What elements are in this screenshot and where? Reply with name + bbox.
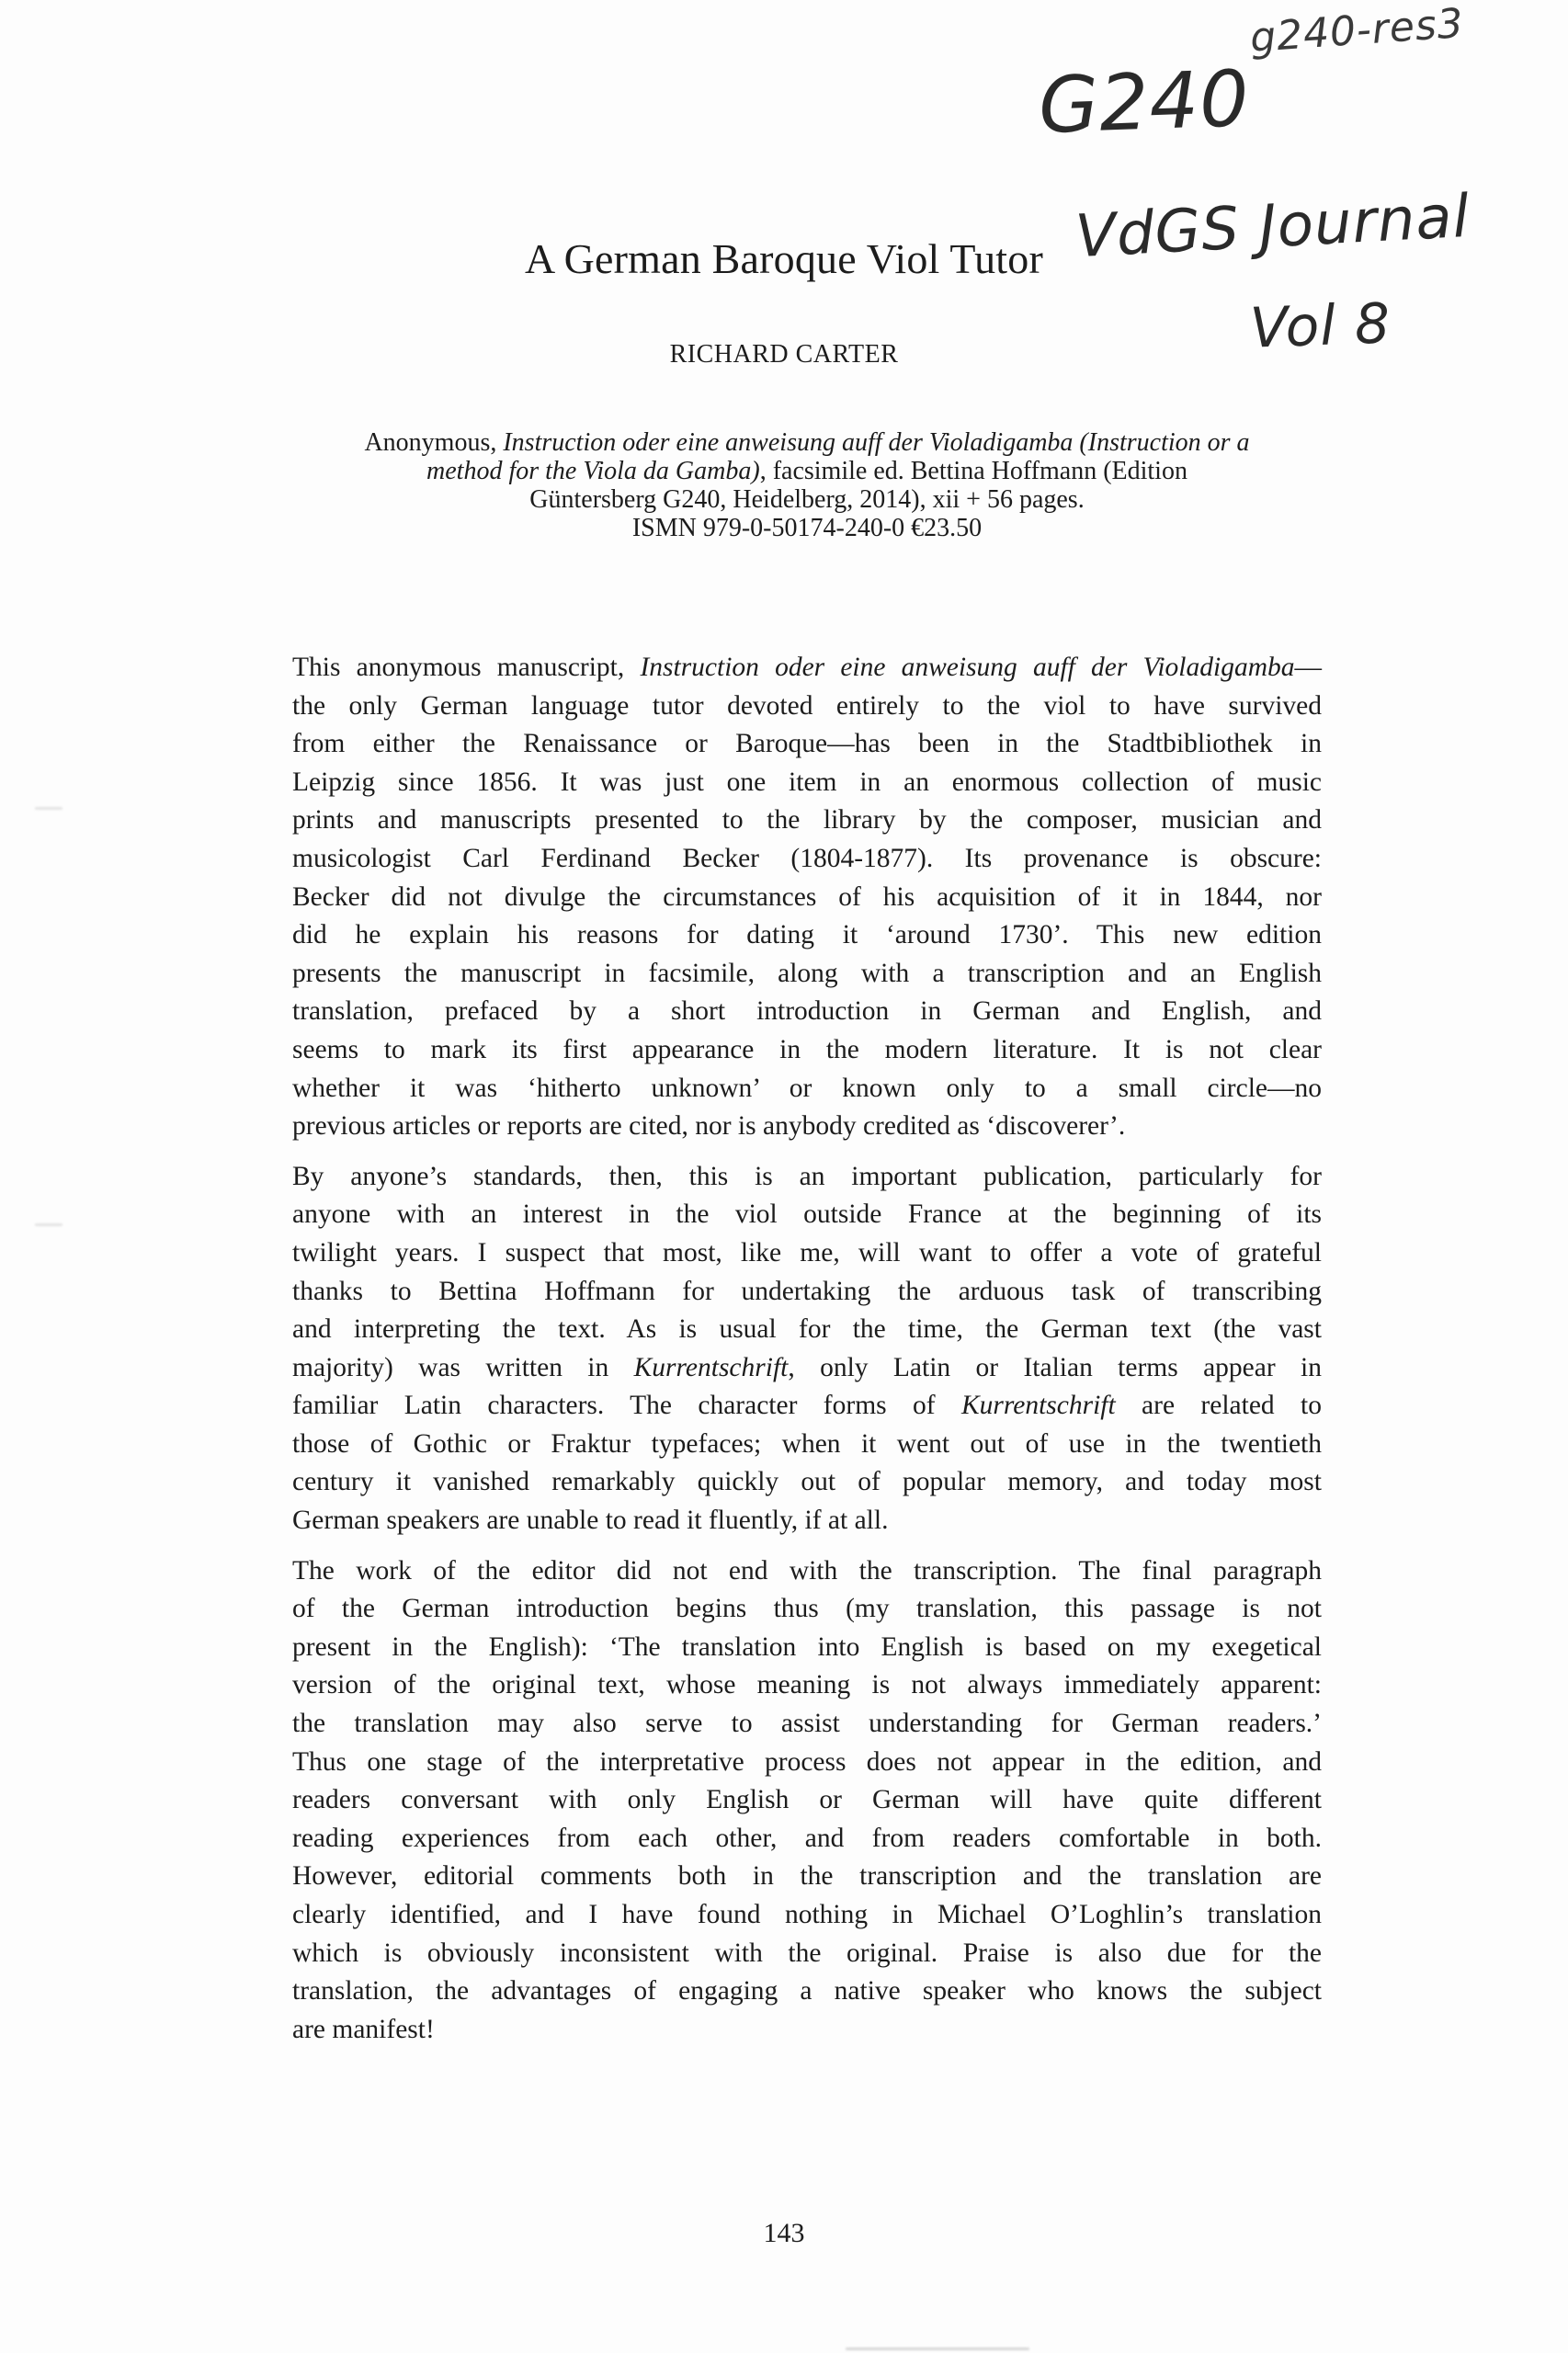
text-line: anyone with an interest in the viol outside France at the beginning of its — [292, 1199, 1322, 1230]
text-line: those of Gothic or Fraktur typefaces; when it went out of use in the twentieth — [292, 1428, 1322, 1459]
text-line: Leipzig since 1856. It was just one item in an enormous collection of music — [292, 767, 1322, 797]
text-line: readers conversant with only English or German will have quite different — [292, 1785, 1322, 1815]
text-line: twilight years. I suspect that most, like me, will want to offer a vote of grateful — [292, 1237, 1322, 1267]
text-line: translation, prefaced by a short introduction in German and English, and — [292, 996, 1322, 1027]
text-line: Becker did not divulge the circumstances of his acquisition of it in 1844, nor — [292, 881, 1322, 912]
italic-title: Instruction oder eine anweisung auff der Violadigamba — [640, 653, 1295, 682]
page-number: 143 — [763, 2218, 805, 2248]
text-line: However, editorial comments both in the transcription and the translation are — [292, 1861, 1322, 1892]
text-line: thanks to Bettina Hoffmann for undertaking the arduous task of transcribing — [292, 1276, 1322, 1306]
text-line: German speakers are unable to read it fluently, if at all. — [292, 1506, 889, 1536]
citation-work-title: Instruction oder eine anweisung auff der Violadigamba (Instruction or a — [503, 428, 1250, 457]
article-body — [292, 649, 1322, 2061]
text-line: version of the original text, whose meaning is not always immediately apparent: — [292, 1670, 1322, 1700]
text-line: which is obviously inconsistent with the original. Praise is also due for the — [292, 1938, 1322, 1968]
text-line: The work of the editor did not end with the transcription. The final paragraph — [292, 1555, 1322, 1586]
handwritten-journal-note: VdGS Journal — [1074, 182, 1472, 272]
text-line: the translation may also serve to assist understanding for German readers.’ — [292, 1709, 1322, 1739]
body-paragraph — [292, 1158, 1322, 1540]
handwritten-volume-note: Vol 8 — [1248, 291, 1392, 361]
citation-ismn-price: ISMN 979-0-50174-240-0 €23.50 — [631, 514, 983, 542]
article-author: RICHARD CARTER — [669, 340, 899, 369]
article-title: A German Baroque Viol Tutor — [524, 235, 1043, 282]
text-line: the only German language tutor devoted entirely to the viol to have survived — [292, 690, 1322, 721]
text-line: and interpreting the text. As is usual for the time, the German text (the vast — [292, 1314, 1322, 1345]
text-line: seems to mark its first appearance in the modern literature. It is not clear — [292, 1034, 1322, 1064]
text-line: century it vanished remarkably quickly out of popular memory, and today most — [292, 1467, 1322, 1497]
binding-mark — [35, 807, 62, 810]
text-line: presents the manuscript in facsimile, along with a transcription and an English — [292, 958, 1322, 988]
text-run: are related to — [1115, 1391, 1322, 1421]
text-line: previous articles or reports are cited, nor is anybody credited as ‘discoverer’. — [292, 1111, 1126, 1142]
italic-title: Kurrentschrift — [633, 1352, 789, 1382]
italic-title: Kurrentschrift — [960, 1391, 1116, 1421]
text-line: present in the English): ‘The translation into English is based on my exegetical — [292, 1631, 1322, 1662]
citation-line-1 — [292, 428, 1322, 457]
handwritten-reference-code: g240-res3 — [1248, 0, 1466, 63]
text-line: reading experiences from each other, and from readers comfortable in both. — [292, 1823, 1322, 1853]
text-line: musicologist Carl Ferdinand Becker (1804-1877). Its provenance is obscure: — [292, 843, 1322, 873]
scan-edge-mark — [846, 2347, 1029, 2350]
text-line: clearly identified, and I have found nothing in Michael O’Loghlin’s translation — [292, 1900, 1322, 1929]
review-citation — [292, 428, 1322, 542]
text-line: from either the Renaissance or Baroque—has been in the Stadtbibliothek in — [292, 729, 1322, 759]
text-line: whether it was ‘hitherto unknown’ or known only to a small circle—no — [292, 1073, 1322, 1103]
citation-author: Anonymous, — [364, 428, 504, 457]
body-paragraph — [292, 649, 1322, 1146]
text-line: Thus one stage of the interpretative process does not appear in the edition, and — [292, 1746, 1322, 1777]
text-line: of the German introduction begins thus (my translation, this passage is not — [292, 1594, 1322, 1624]
text-line — [292, 1387, 1322, 1426]
binding-mark — [35, 1223, 62, 1226]
citation-work-title-cont: method for the Viola da Gamba) — [426, 457, 760, 485]
citation-publisher: Güntersberg G240, Heidelberg, 2014), xii + 56 pages. — [529, 485, 1085, 514]
text-line: are manifest! — [292, 2014, 435, 2044]
text-run: This anonymous manuscript, — [292, 653, 641, 682]
text-run: — — [1294, 653, 1323, 682]
text-line: translation, the advantages of engaging a native speaker who knows the subject — [292, 1976, 1322, 2006]
citation-editor: , facsimile ed. Bettina Hoffmann (Edition — [759, 457, 1187, 485]
text-run: , only Latin or Italian terms appear in — [788, 1352, 1322, 1382]
citation-line-2 — [292, 457, 1322, 485]
text-line: did he explain his reasons for dating it ‘around 1730’. This new edition — [292, 920, 1322, 950]
text-run: familiar Latin characters. The character forms of — [292, 1391, 961, 1421]
text-run: majority) was written in — [292, 1352, 634, 1382]
handwritten-catalogue-code: G240 — [1037, 53, 1252, 151]
text-line: prints and manuscripts presented to the library by the composer, musician and — [292, 805, 1322, 835]
body-paragraph — [292, 1552, 1322, 2050]
text-line — [292, 649, 1322, 688]
text-line — [292, 1349, 1322, 1388]
text-line: By anyone’s standards, then, this is an important publication, particularly for — [292, 1161, 1322, 1191]
